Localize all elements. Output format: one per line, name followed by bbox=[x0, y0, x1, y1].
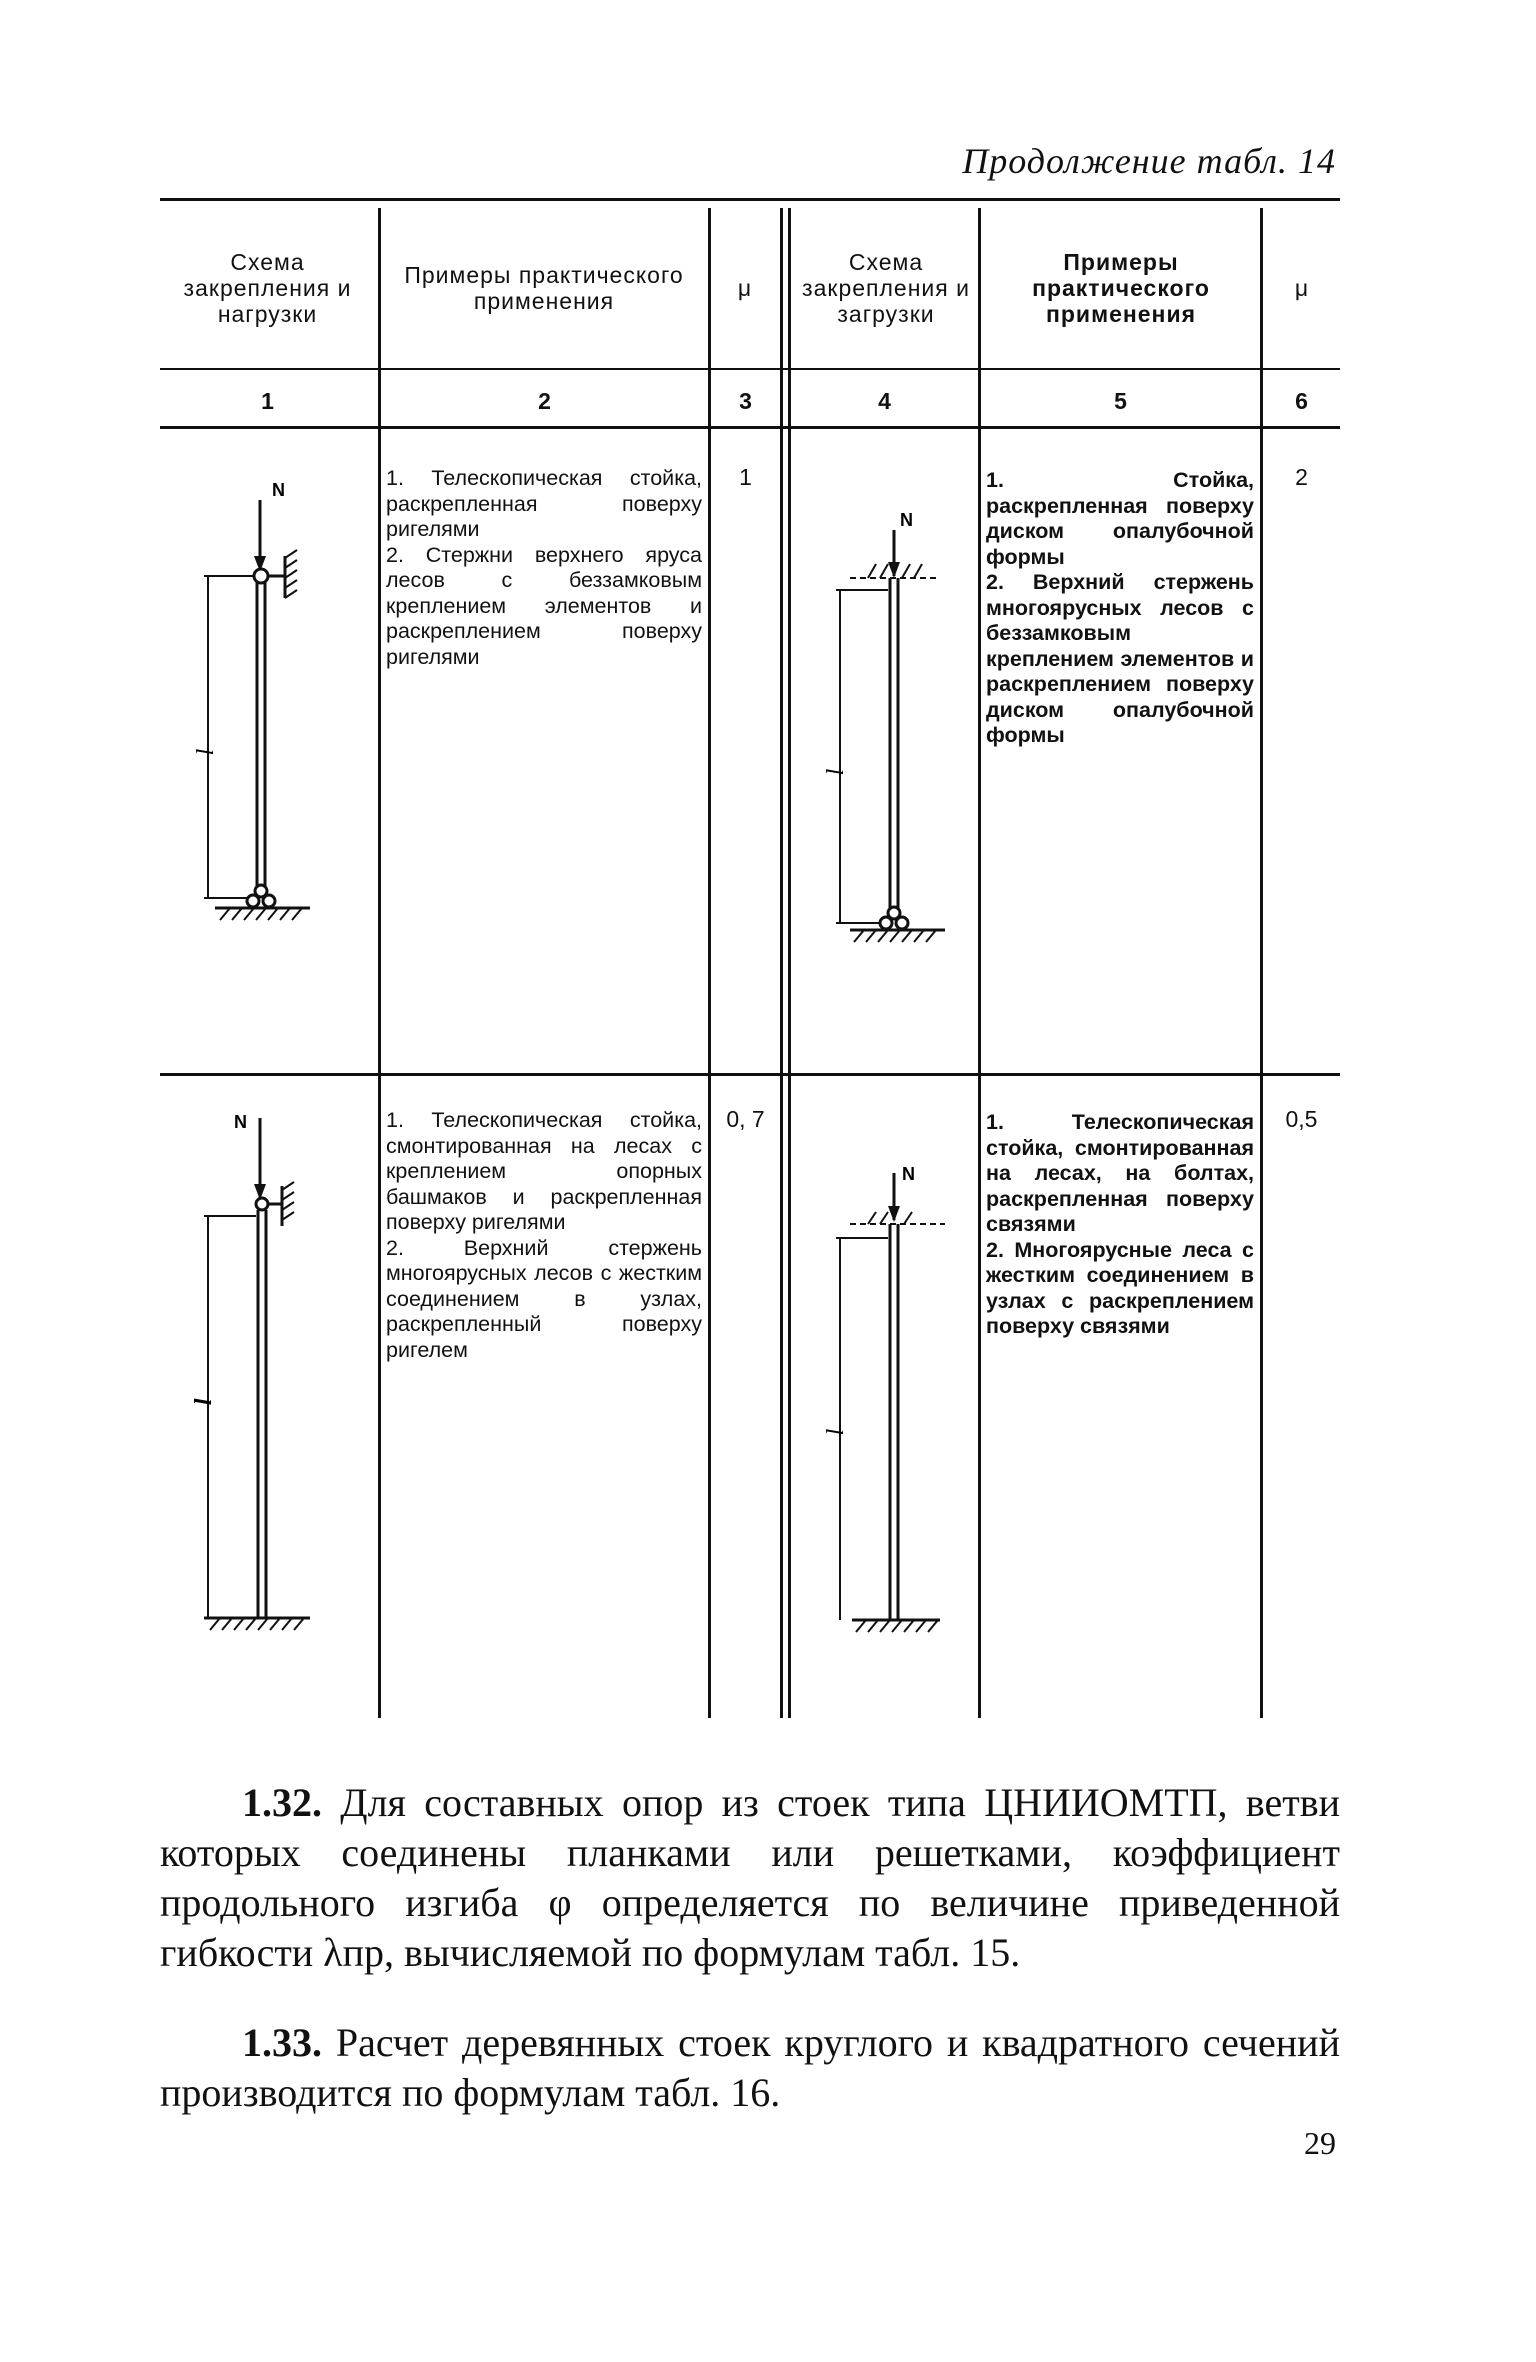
col-number-3: 3 bbox=[739, 388, 752, 414]
scheme-free-pinned bbox=[790, 458, 980, 978]
scheme1-top-hinge bbox=[254, 569, 268, 583]
row-divider-rule bbox=[160, 1073, 1340, 1076]
scheme1-length-label: l bbox=[190, 748, 216, 755]
row1-right-mu: 2 bbox=[1295, 464, 1308, 490]
row2-left-mu: 0, 7 bbox=[726, 1106, 765, 1132]
col-rule-1 bbox=[378, 208, 381, 1718]
page-number: 29 bbox=[1304, 2125, 1336, 2161]
row1-left-example-2: 2. Стержни верхнего яруса лесов с беззамковым креплением элементов и раскреплением поверху ригелями bbox=[386, 542, 702, 669]
row2-right-examples bbox=[986, 1110, 1254, 1340]
scheme3-length-label: l bbox=[188, 1398, 214, 1405]
paragraph-1-32-text: Для составных опор из стоек типа ЦНИИОМТП, ветви которых соединены планками или решетками, коэффициент продольного изгиба φ определяется по величине приведенной гибкости λпр, вычисляемой по формулам табл. 15. bbox=[160, 1780, 1340, 1975]
row1-right-example-1: 1. Стойка, раскрепленная поверху диском опалубочной формы bbox=[986, 468, 1254, 569]
scheme2-bottom-hinge-3 bbox=[896, 917, 908, 929]
row2-right-example-1: 1. Телескопическая стойка, смонтированная на лесах, на болтах, раскрепленная поверху связями bbox=[986, 1110, 1254, 1236]
row1-left-examples bbox=[386, 466, 702, 670]
row1-left-mu: 1 bbox=[739, 464, 752, 490]
row2-left-example-2: 2. Верхний стержень многоярусных лесов с жестким соединением в узлах, раскрепленный поверху ригелем bbox=[386, 1235, 702, 1362]
scheme2-force-label: N bbox=[900, 510, 913, 530]
header-scheme-left: Схема закрепления и нагрузки bbox=[183, 249, 352, 327]
scheme-free-fixed bbox=[790, 1098, 980, 1658]
col-number-6: 6 bbox=[1295, 388, 1308, 414]
col-rule-2 bbox=[708, 208, 711, 1718]
scheme4-force-label: N bbox=[902, 1164, 915, 1184]
scheme3-ground-hatch bbox=[210, 1618, 304, 1630]
stability-table bbox=[160, 198, 1340, 1718]
paragraph-1-33 bbox=[160, 2018, 1340, 2118]
header-mu-right: μ bbox=[1294, 275, 1310, 301]
header-bottom-rule bbox=[160, 368, 1340, 370]
scheme2-ground-hatch bbox=[854, 930, 936, 942]
row2-right-mu: 0,5 bbox=[1285, 1106, 1318, 1132]
scheme1-ground-hatch bbox=[220, 908, 302, 920]
row2-left-example-1: 1. Телескопическая стойка, смонтированная на лесах с креплением опорных башмаков и раскрепленная поверху ригелями bbox=[386, 1108, 702, 1234]
paragraph-1-32-number: 1.32. bbox=[242, 1780, 322, 1825]
row2-right-example-2: 2. Многоярусные леса с жестким соединением в узлах с раскреплением поверху связями bbox=[986, 1237, 1254, 1338]
header-mu-left: μ bbox=[737, 275, 753, 301]
scheme4-ground-hatch bbox=[856, 1620, 938, 1632]
table-top-rule bbox=[160, 198, 1340, 201]
scheme4-length-label: l bbox=[820, 1428, 846, 1435]
col-number-5: 5 bbox=[1114, 388, 1127, 414]
scheme2-length-label: l bbox=[820, 768, 846, 775]
col-rule-3a bbox=[780, 208, 783, 1718]
scheme-pinned-pinned bbox=[160, 458, 375, 978]
scheme3-wall-hatch bbox=[282, 1182, 294, 1220]
scheme1-bottom-hinge-3 bbox=[263, 895, 275, 907]
row1-left-example-1: 1. Телескопическая стойка, раскрепленная поверху ригелями bbox=[386, 466, 702, 541]
paragraph-1-33-text: Расчет деревянных стоек круглого и квадратного сечений производится по формулам табл. 16. bbox=[160, 2020, 1340, 2115]
row2-left-examples bbox=[386, 1108, 702, 1363]
scheme1-bottom-hinge-2 bbox=[247, 895, 259, 907]
scheme1-force-label: N bbox=[272, 480, 285, 500]
col-number-1: 1 bbox=[261, 388, 274, 414]
scheme-pinned-fixed bbox=[160, 1098, 375, 1658]
scheme3-force-label: N bbox=[234, 1112, 247, 1132]
col-rule-5 bbox=[1260, 208, 1263, 1718]
scheme3-top-hinge bbox=[256, 1198, 268, 1210]
col-number-4: 4 bbox=[878, 388, 891, 414]
header-scheme-right: Схема закрепления и загрузки bbox=[802, 249, 970, 327]
scheme2-bottom-hinge-2 bbox=[880, 917, 892, 929]
row1-right-example-2: 2. Верхний стержень многоярусных лесов с беззамковым креплением элементов и раскреплением поверху диском опалубочной формы bbox=[986, 570, 1254, 747]
scheme4-top-hatch bbox=[868, 1212, 912, 1224]
paragraph-1-32 bbox=[160, 1778, 1340, 1978]
header-examples-right: Примеры практического применения bbox=[1032, 249, 1210, 327]
scheme2-arrow-head bbox=[888, 562, 900, 578]
scheme1-wall-hatch bbox=[285, 550, 297, 598]
scheme4-arrow-head bbox=[888, 1206, 900, 1222]
header-examples-left: Примеры практического применения bbox=[404, 262, 684, 314]
col-number-2: 2 bbox=[538, 388, 551, 414]
row1-right-examples bbox=[986, 468, 1254, 749]
paragraph-1-33-number: 1.33. bbox=[242, 2020, 322, 2065]
numbers-bottom-rule bbox=[160, 426, 1340, 429]
table-caption: Продолжение табл. 14 bbox=[962, 141, 1336, 181]
